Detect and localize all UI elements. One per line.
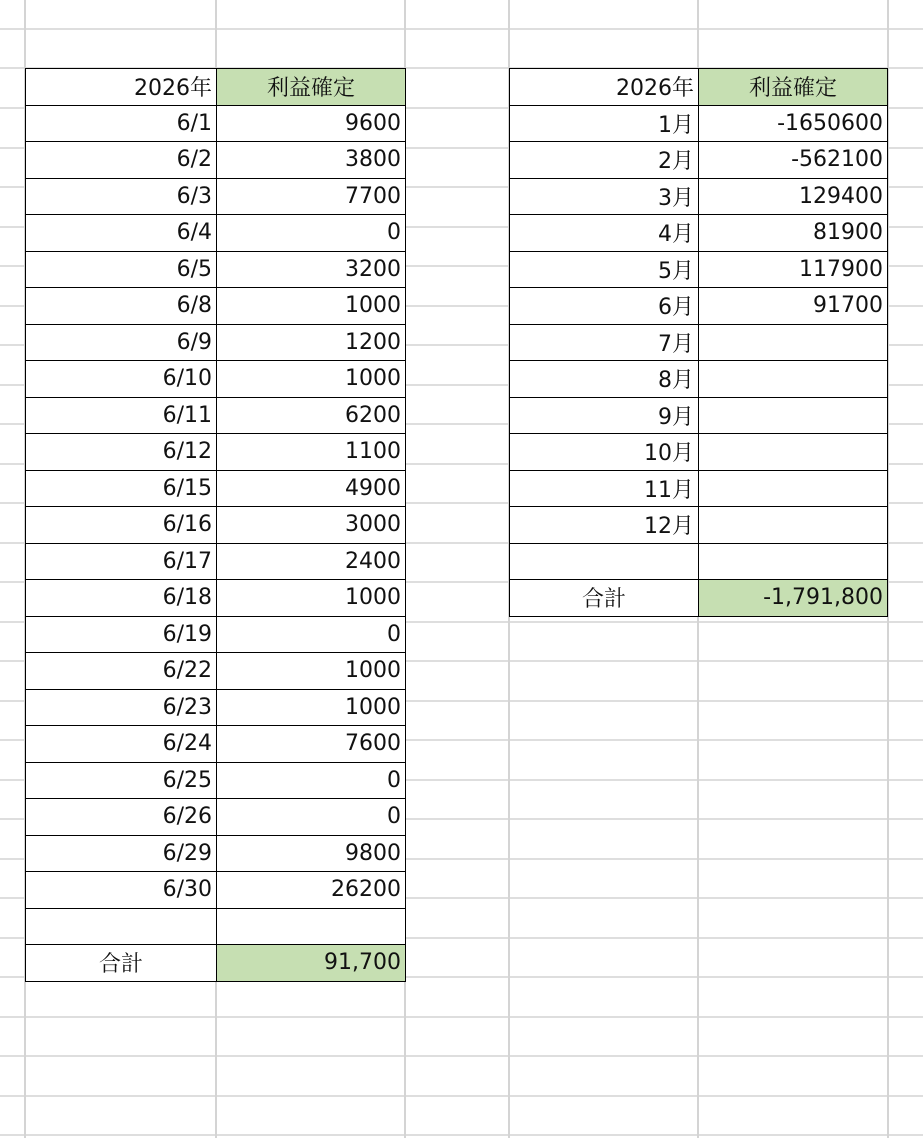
daily-table-row: [26, 178, 406, 215]
daily-table-row: [26, 580, 406, 617]
daily-value-cell[interactable]: 2400: [217, 543, 406, 580]
daily-total-row: [26, 945, 406, 982]
daily-table-row: [26, 251, 406, 288]
monthly-month-cell[interactable]: 10月: [510, 434, 699, 471]
daily-value-cell[interactable]: 7700: [217, 178, 406, 215]
monthly-month-cell[interactable]: 12月: [510, 507, 699, 544]
daily-date-cell[interactable]: 6/4: [26, 215, 217, 252]
monthly-value-cell[interactable]: 129400: [699, 178, 888, 215]
daily-value-cell[interactable]: 9800: [217, 835, 406, 872]
daily-value-cell[interactable]: 0: [217, 799, 406, 836]
monthly-table-row: [510, 251, 888, 288]
monthly-table-row: [510, 142, 888, 179]
daily-date-cell[interactable]: 6/9: [26, 324, 217, 361]
daily-date-cell[interactable]: 6/22: [26, 653, 217, 690]
daily-value-cell[interactable]: 1000: [217, 689, 406, 726]
monthly-value-cell[interactable]: [699, 470, 888, 507]
daily-table-row: [26, 434, 406, 471]
daily-table-row: [26, 689, 406, 726]
monthly-month-cell[interactable]: 3月: [510, 178, 699, 215]
daily-value-cell[interactable]: 9600: [217, 105, 406, 142]
monthly-table-row: [510, 324, 888, 361]
monthly-profit-table: [509, 68, 888, 617]
daily-date-cell[interactable]: 6/5: [26, 251, 217, 288]
daily-value-cell[interactable]: 4900: [217, 470, 406, 507]
monthly-table-row: [510, 434, 888, 471]
daily-date-cell[interactable]: 6/1: [26, 105, 217, 142]
monthly-table-row: [510, 543, 888, 580]
daily-profit-table: [25, 68, 406, 982]
daily-table-row: [26, 288, 406, 325]
monthly-value-cell[interactable]: [699, 507, 888, 544]
daily-table-row: [26, 616, 406, 653]
daily-table-row: [26, 105, 406, 142]
daily-table-row: [26, 908, 406, 945]
monthly-month-cell[interactable]: 8月: [510, 361, 699, 398]
monthly-table-row: [510, 215, 888, 252]
monthly-value-cell[interactable]: 91700: [699, 288, 888, 325]
daily-table-row: [26, 324, 406, 361]
monthly-profit-header-cell[interactable]: 利益確定: [699, 69, 888, 106]
monthly-value-cell[interactable]: 117900: [699, 251, 888, 288]
daily-value-cell[interactable]: 0: [217, 616, 406, 653]
daily-table-row: [26, 142, 406, 179]
daily-table-row: [26, 361, 406, 398]
daily-table-row: [26, 799, 406, 836]
monthly-total-value-cell[interactable]: -1,791,800: [699, 580, 888, 617]
daily-profit-header-cell[interactable]: 利益確定: [217, 69, 406, 106]
monthly-month-cell[interactable]: 4月: [510, 215, 699, 252]
daily-table-row: [26, 470, 406, 507]
monthly-table-row: [510, 105, 888, 142]
daily-value-cell[interactable]: 0: [217, 762, 406, 799]
daily-table-row: [26, 215, 406, 252]
daily-value-cell[interactable]: 6200: [217, 397, 406, 434]
daily-year-header-cell[interactable]: 2026年: [26, 69, 217, 106]
daily-value-cell[interactable]: 1000: [217, 361, 406, 398]
monthly-table-row: [510, 507, 888, 544]
daily-date-cell[interactable]: 6/25: [26, 762, 217, 799]
daily-table-row: [26, 397, 406, 434]
daily-value-cell[interactable]: 1100: [217, 434, 406, 471]
daily-value-cell[interactable]: 0: [217, 215, 406, 252]
daily-date-cell[interactable]: 6/11: [26, 397, 217, 434]
daily-value-cell[interactable]: 26200: [217, 872, 406, 909]
daily-total-value-cell[interactable]: 91,700: [217, 945, 406, 982]
monthly-value-cell[interactable]: 81900: [699, 215, 888, 252]
daily-date-cell[interactable]: 6/18: [26, 580, 217, 617]
monthly-month-cell[interactable]: 1月: [510, 105, 699, 142]
monthly-value-cell[interactable]: [699, 397, 888, 434]
daily-date-cell[interactable]: 6/3: [26, 178, 217, 215]
monthly-table-row: [510, 361, 888, 398]
daily-date-cell[interactable]: 6/17: [26, 543, 217, 580]
daily-date-cell[interactable]: 6/10: [26, 361, 217, 398]
monthly-month-cell[interactable]: 6月: [510, 288, 699, 325]
daily-date-cell[interactable]: 6/16: [26, 507, 217, 544]
daily-value-cell[interactable]: 1200: [217, 324, 406, 361]
daily-header-row: [26, 69, 406, 106]
daily-table-row: [26, 872, 406, 909]
daily-value-cell[interactable]: 1000: [217, 288, 406, 325]
daily-date-cell[interactable]: 6/2: [26, 142, 217, 179]
daily-date-cell[interactable]: [26, 908, 217, 945]
monthly-total-label-cell[interactable]: 合計: [510, 580, 699, 617]
monthly-month-cell[interactable]: 2月: [510, 142, 699, 179]
daily-value-cell[interactable]: 1000: [217, 580, 406, 617]
daily-date-cell[interactable]: 6/30: [26, 872, 217, 909]
monthly-month-cell[interactable]: 7月: [510, 324, 699, 361]
daily-date-cell[interactable]: 6/15: [26, 470, 217, 507]
monthly-table-row: [510, 178, 888, 215]
monthly-value-cell[interactable]: [699, 434, 888, 471]
monthly-header-row: [510, 69, 888, 106]
monthly-table-row: [510, 470, 888, 507]
daily-table-row: [26, 835, 406, 872]
daily-value-cell[interactable]: [217, 908, 406, 945]
monthly-value-cell[interactable]: [699, 543, 888, 580]
monthly-value-cell[interactable]: -1650600: [699, 105, 888, 142]
monthly-month-cell[interactable]: 5月: [510, 251, 699, 288]
daily-value-cell[interactable]: 3800: [217, 142, 406, 179]
daily-table-row: [26, 762, 406, 799]
daily-date-cell[interactable]: 6/29: [26, 835, 217, 872]
daily-value-cell[interactable]: 3000: [217, 507, 406, 544]
daily-value-cell[interactable]: 7600: [217, 726, 406, 763]
daily-table-row: [26, 507, 406, 544]
monthly-year-header-cell[interactable]: 2026年: [510, 69, 699, 106]
daily-value-cell[interactable]: 3200: [217, 251, 406, 288]
monthly-table-row: [510, 397, 888, 434]
monthly-value-cell[interactable]: [699, 324, 888, 361]
daily-date-cell[interactable]: 6/24: [26, 726, 217, 763]
monthly-month-cell[interactable]: 11月: [510, 470, 699, 507]
daily-table-row: [26, 726, 406, 763]
daily-table-row: [26, 653, 406, 690]
monthly-value-cell[interactable]: -562100: [699, 142, 888, 179]
daily-date-cell[interactable]: 6/8: [26, 288, 217, 325]
daily-value-cell[interactable]: 1000: [217, 653, 406, 690]
monthly-table-row: [510, 288, 888, 325]
daily-date-cell[interactable]: 6/12: [26, 434, 217, 471]
daily-date-cell[interactable]: 6/26: [26, 799, 217, 836]
monthly-value-cell[interactable]: [699, 361, 888, 398]
daily-date-cell[interactable]: 6/23: [26, 689, 217, 726]
monthly-month-cell[interactable]: 9月: [510, 397, 699, 434]
daily-date-cell[interactable]: 6/19: [26, 616, 217, 653]
monthly-month-cell[interactable]: [510, 543, 699, 580]
monthly-total-row: [510, 580, 888, 617]
daily-total-label-cell[interactable]: 合計: [26, 945, 217, 982]
daily-table-row: [26, 543, 406, 580]
